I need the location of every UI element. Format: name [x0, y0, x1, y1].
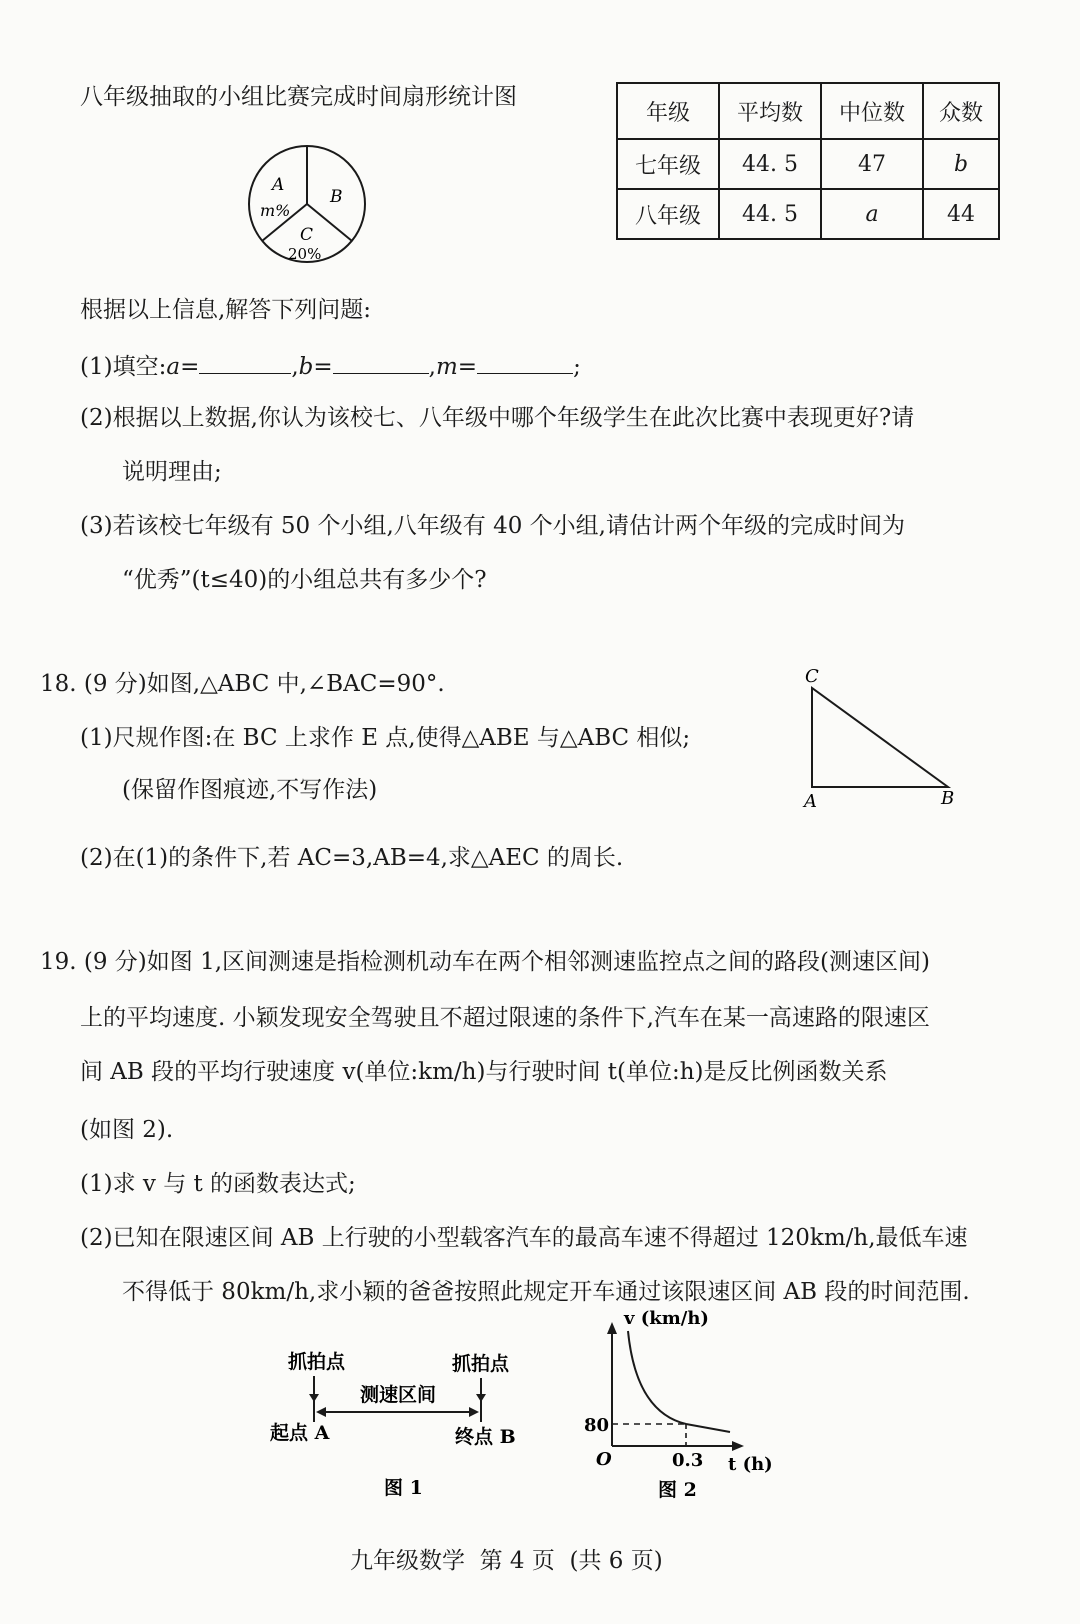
q17-part1-prefix: (1)填空:	[80, 354, 167, 380]
table-cell: 八年级	[617, 189, 719, 239]
q18-part1-note: (保留作图痕迹,不写作法)	[122, 777, 378, 803]
q19-line3: 间 AB 段的平均行驶速度 v(单位:km/h)与行驶时间 t(单位:h)是反比例函数关系	[80, 1059, 888, 1085]
x-axis-arrowhead	[732, 1441, 744, 1451]
q18-heading: 18. (9 分)如图,△ABC 中,∠BAC=90°.	[40, 671, 445, 697]
table-header-row	[617, 83, 999, 139]
q18-part2: (2)在(1)的条件下,若 AC=3,AB=4,求△AEC 的周长.	[80, 845, 624, 871]
var-b: b	[298, 354, 314, 380]
equals-sign: =	[180, 354, 200, 380]
q19-line2: 上的平均速度. 小颖发现安全驾驶且不超过限速的条件下,汽车在某一高速路的限速区	[80, 1005, 930, 1031]
table-cell: 44. 5	[719, 139, 821, 189]
q17-part3-line1: (3)若该校七年级有 50 个小组,八年级有 40 个小组,请估计两个年级的完成时间为	[80, 513, 905, 539]
figure-1-speed-interval	[262, 1340, 542, 1510]
table-header-cell: 中位数	[821, 83, 923, 139]
interval-arrowhead-left	[316, 1407, 326, 1417]
vertex-label-c: C	[805, 666, 819, 687]
table-header-cell: 年级	[617, 83, 719, 139]
equals-sign: =	[457, 354, 478, 380]
q17-part2-line2: 说明理由;	[122, 459, 222, 485]
pie-chart	[240, 140, 380, 270]
q19-line4: (如图 2).	[80, 1117, 174, 1143]
q19-part2-line2: 不得低于 80km/h,求小颖的爸爸按照此规定开车通过该限速区间 AB 段的时间范围.	[122, 1279, 970, 1305]
table-cell: 44. 5	[719, 189, 821, 239]
q18-part1: (1)尺规作图:在 BC 上求作 E 点,使得△ABE 与△ABC 相似;	[80, 725, 691, 751]
answer-blank-m[interactable]	[477, 351, 573, 374]
comma: ,	[291, 354, 299, 380]
pie-label-c: C	[300, 225, 314, 245]
q17-part1	[80, 351, 581, 382]
answer-blank-a[interactable]	[199, 351, 291, 374]
capture-point-right-label: 抓拍点	[452, 1353, 510, 1375]
q19-part2-line1: (2)已知在限速区间 AB 上行驶的小型载客汽车的最高车速不得超过 120km/h,最低车速	[80, 1225, 968, 1251]
start-point-label: 起点 A	[270, 1422, 330, 1444]
pie-label-a-pct: m%	[260, 201, 291, 220]
pie-chart-title: 八年级抽取的小组比赛完成时间扇形统计图	[80, 84, 517, 110]
capture-point-left-label: 抓拍点	[288, 1351, 346, 1373]
table-cell: 44	[923, 189, 999, 239]
interval-arrowhead-right	[469, 1407, 479, 1417]
y-tick-label: 80	[584, 1415, 610, 1436]
page-footer: 九年级数学 第 4 页 (共 6 页)	[350, 1548, 663, 1574]
pie-label-a: A	[272, 175, 285, 195]
x-axis-label: t (h)	[728, 1454, 773, 1475]
var-a: a	[166, 354, 181, 380]
pie-label-c-pct: 20%	[288, 245, 322, 263]
table-cell: b	[923, 139, 999, 189]
semicolon: ;	[573, 354, 581, 380]
table-cell: 47	[821, 139, 923, 189]
table-header-cell: 众数	[923, 83, 999, 139]
vertex-label-a: A	[804, 791, 817, 812]
table-row	[617, 189, 999, 239]
var-m: m	[435, 354, 458, 380]
table-row	[617, 139, 999, 189]
q19-line1: 19. (9 分)如图 1,区间测速是指检测机动车在两个相邻测速监控点之间的路段(测速区间)	[40, 949, 930, 975]
stats-table	[616, 82, 1000, 240]
end-point-label: 终点 B	[455, 1426, 516, 1448]
pie-label-b: B	[330, 187, 343, 207]
triangle-abc	[812, 688, 948, 787]
x-tick-label: 0.3	[672, 1450, 704, 1471]
interval-label: 测速区间	[360, 1384, 437, 1406]
triangle-figure	[795, 664, 975, 814]
equals-sign: =	[313, 354, 333, 380]
table-header-cell: 平均数	[719, 83, 821, 139]
figure-1-caption: 图 1	[384, 1477, 423, 1499]
inverse-function-curve	[628, 1331, 730, 1432]
figure-2-graph	[578, 1300, 798, 1512]
q17-part2-line1: (2)根据以上数据,你认为该校七、八年级中哪个年级学生在此次比赛中表现更好?请	[80, 405, 915, 431]
vertex-label-b: B	[941, 788, 955, 809]
q17-intro: 根据以上信息,解答下列问题:	[80, 297, 372, 323]
pie-divider-right	[307, 204, 352, 241]
answer-blank-b[interactable]	[333, 351, 429, 374]
y-axis-label: v (km/h)	[624, 1308, 709, 1329]
q17-part3-line2: “优秀”(t≤40)的小组总共有多少个?	[122, 567, 487, 593]
q19-part1: (1)求 v 与 t 的函数表达式;	[80, 1171, 356, 1197]
origin-label: O	[596, 1449, 612, 1470]
comma: ,	[428, 354, 436, 380]
y-axis-arrowhead	[607, 1322, 617, 1334]
table-cell: a	[821, 189, 923, 239]
table-cell: 七年级	[617, 139, 719, 189]
figure-2-caption: 图 2	[658, 1479, 697, 1501]
